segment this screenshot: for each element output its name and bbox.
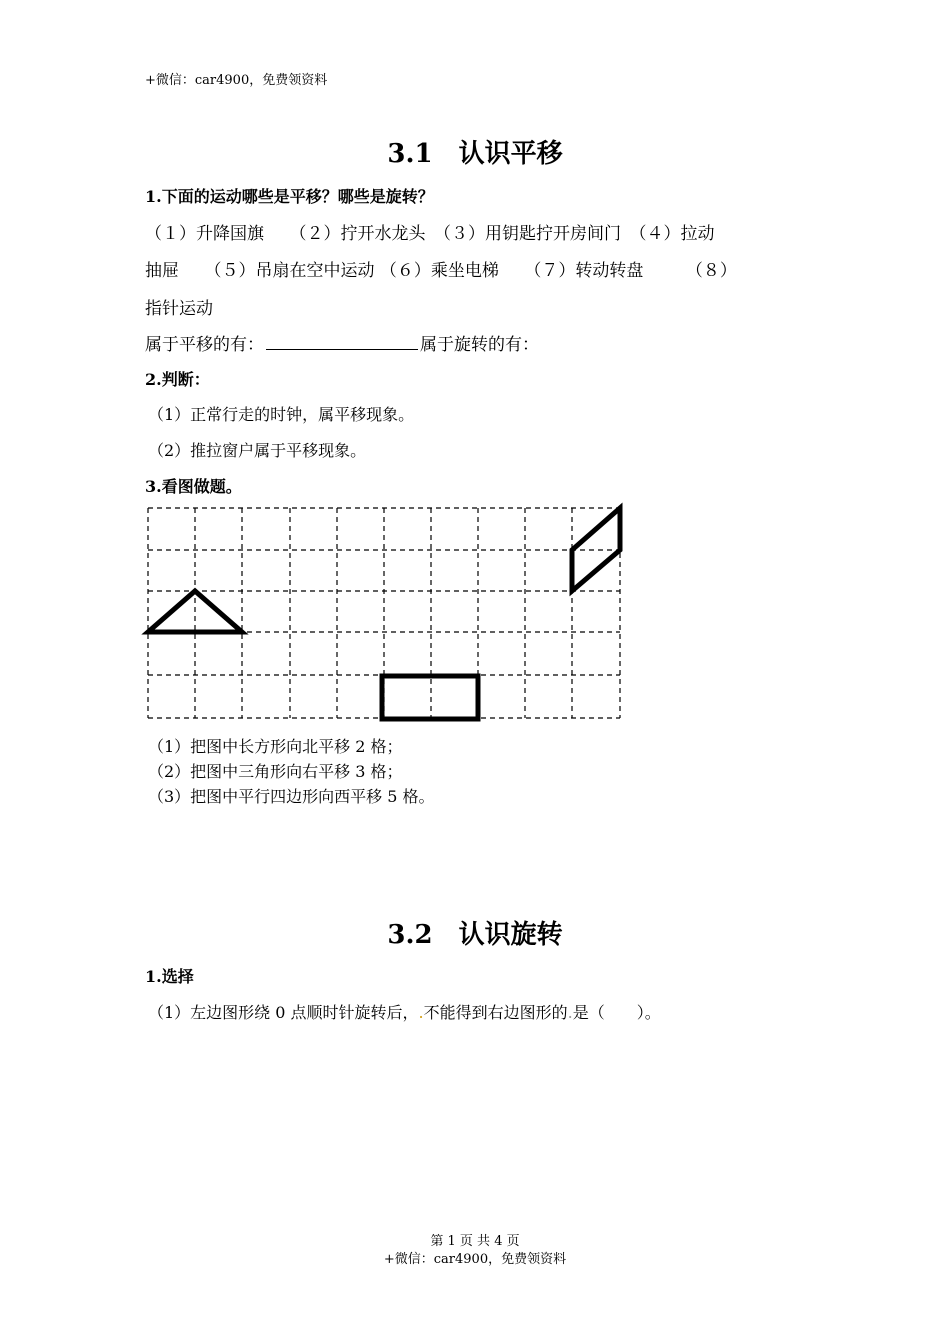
q1-row1: （１）升降国旗 （２）拧开水龙头 （３）用钥匙拧开房间门 （４）拉动 <box>145 224 715 244</box>
parallelogram-shape <box>572 508 620 591</box>
s2-q1-dot: . <box>418 1003 424 1022</box>
q1-row3: 指针运动 <box>145 299 213 319</box>
q2-item-1: （1）正常行走的时钟，属平移现象。 <box>148 405 415 424</box>
s2-q1-heading: 1.选择 <box>145 967 194 986</box>
q1-heading: 1.下面的运动哪些是平移？哪些是旋转？ <box>145 187 434 206</box>
q1-row2: 抽屉 （５）吊扇在空中运动 （６）乘坐电梯 （７）转动转盘 （８） <box>145 261 737 281</box>
header-watermark: +微信：car4900，免费领资料 <box>145 73 328 88</box>
q3-item-1: （1）把图中长方形向北平移 2 格； <box>148 737 403 756</box>
q2-heading: 2.判断： <box>145 370 210 389</box>
rotate-label: 属于旋转的有： <box>420 335 539 355</box>
page-number: 第 1 页 共 4 页 <box>430 1234 520 1249</box>
translate-label: 属于平移的有： <box>145 335 264 355</box>
s2-q1-text-a: （1）左边图形绕 0 点顺时针旋转后， <box>148 1003 419 1022</box>
s2-q1-text-c: 是（ ）。 <box>572 1003 661 1022</box>
s2-q1-item-1 <box>148 1000 661 1023</box>
section2-title: 3.2 认识旋转 <box>387 920 563 950</box>
section1-title: 3.1 认识平移 <box>387 139 563 169</box>
q3-item-2: （2）把图中三角形向右平移 3 格； <box>148 762 403 781</box>
q2-item-2: （2）推拉窗户属于平移现象。 <box>148 441 367 460</box>
q3-item-3: （3）把图中平行四边形向西平移 5 格。 <box>148 787 435 806</box>
s2-q1-dot-2: . <box>567 1003 573 1022</box>
footer-watermark: +微信：car4900，免费领资料 <box>383 1252 567 1267</box>
rectangle-shape <box>382 676 478 719</box>
q3-heading: 3.看图做题。 <box>145 477 242 496</box>
s2-q1-text-b: 不能得到右边图形的 <box>423 1003 568 1022</box>
